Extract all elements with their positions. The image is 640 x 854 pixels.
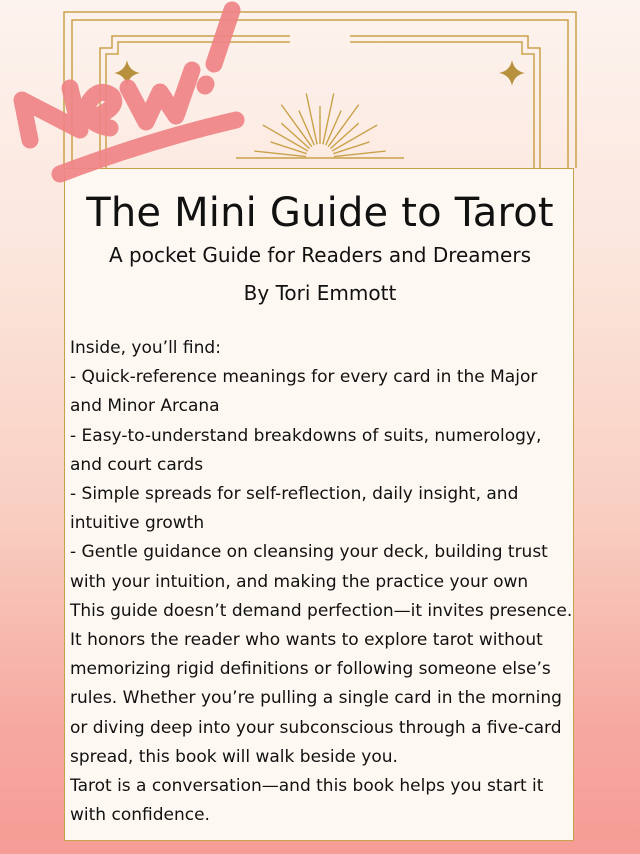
body-line: and Minor Arcana: [70, 396, 220, 417]
body-line: It honors the reader who wants to explore tarot without: [70, 630, 543, 651]
body-line: intuitive growth: [70, 513, 205, 534]
body-line: memorizing rigid definitions or following someone else’s: [70, 659, 551, 680]
description-body: [70, 334, 590, 830]
body-line: Inside, you’ll find:: [70, 338, 221, 358]
body-line: with confidence.: [70, 805, 210, 826]
body-line: or diving deep into your subconscious through a five-card: [70, 717, 562, 738]
body-line: - Easy-to-understand breakdowns of suits, numerology,: [70, 425, 542, 446]
body-line: rules. Whether you’re pulling a single card in the morning: [70, 688, 562, 709]
body-line: - Gentle guidance on cleansing your deck, building trust: [70, 542, 548, 563]
body-line: - Quick-reference meanings for every card in the Major: [70, 367, 538, 388]
body-line: and court cards: [70, 454, 204, 475]
body-line: - Simple spreads for self-reflection, daily insight, and: [70, 484, 519, 505]
sparkle-star-icon: [499, 60, 525, 86]
body-line: spread, this book will walk beside you.: [70, 746, 398, 767]
author-line: By Tori Emmott: [243, 281, 397, 305]
body-line: with your intuition, and making the practice your own: [70, 571, 529, 592]
new-stamp-logo: [0, 0, 300, 240]
body-line: This guide doesn’t demand perfection—it invites presence.: [70, 600, 573, 621]
body-line: Tarot is a conversation—and this book helps you start it: [70, 776, 544, 797]
subtitle: A pocket Guide for Readers and Dreamers: [108, 243, 531, 267]
page-title: The Mini Guide to Tarot: [86, 190, 554, 236]
